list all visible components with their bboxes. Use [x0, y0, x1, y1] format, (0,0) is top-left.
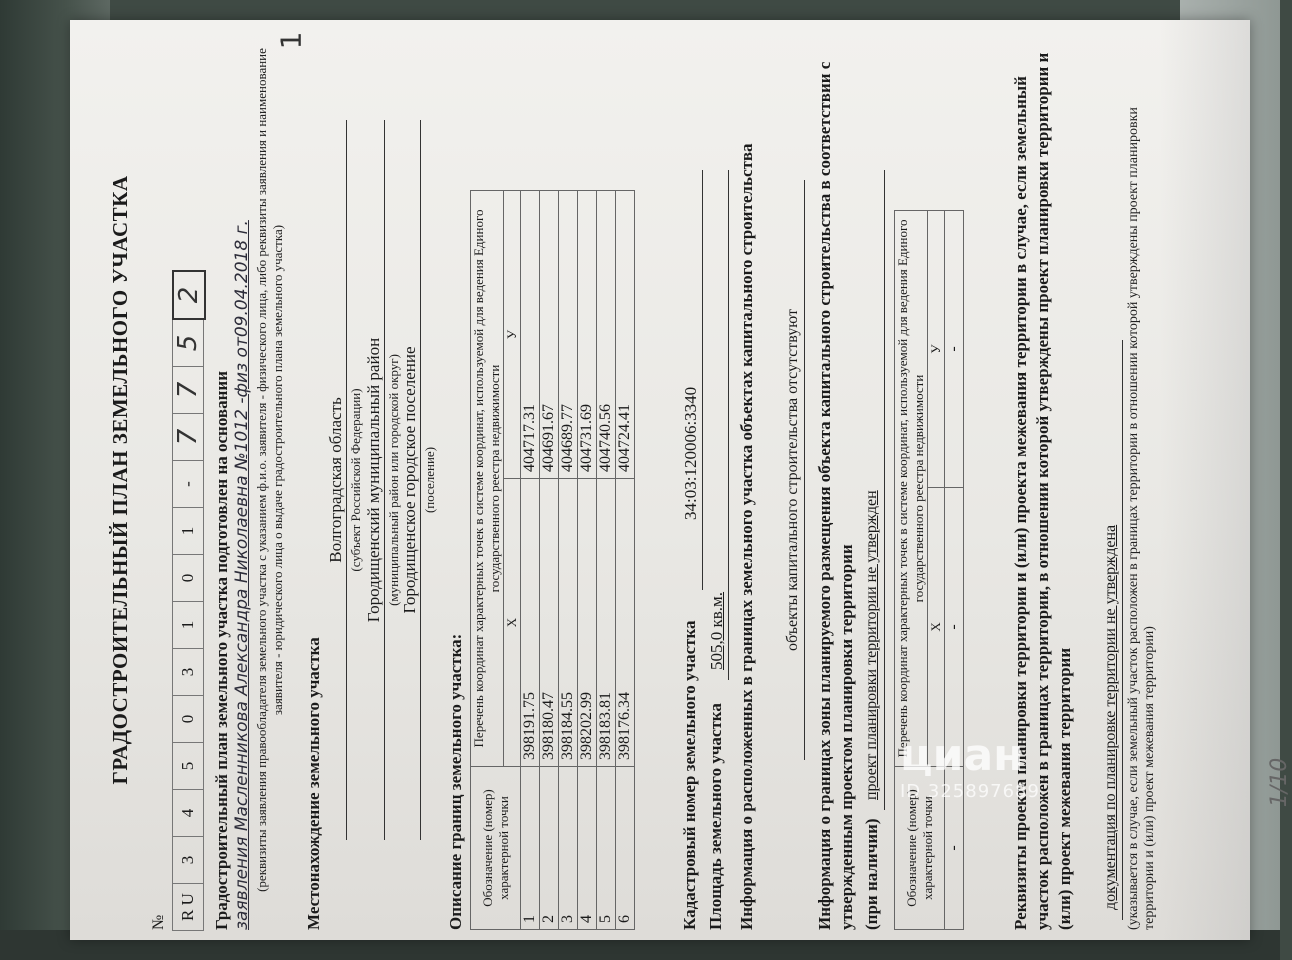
table-row [616, 191, 635, 930]
project-value: документация по планировке территории не утверждена [1102, 524, 1119, 910]
capital-objects-value: объекты капитального строительства отсутствуют [784, 308, 801, 652]
document-title: ГРАДОСТРОИТЕЛЬНЫЙ ПЛАН ЗЕМЕЛЬНОГО УЧАСТКА [108, 175, 132, 785]
project-line [1122, 340, 1123, 920]
code-cell: 4 [172, 789, 204, 837]
coord-y: 404689.77 [559, 191, 578, 479]
col-point-header: Обозначение (номер) характерной точки [895, 767, 945, 930]
region-value: Волгоградская область [326, 397, 345, 563]
col-x-header: X [928, 487, 945, 766]
code-cell: 3 [172, 648, 204, 696]
code-cell-handwritten: 7 [172, 366, 204, 414]
basis-line: Градостроительный план земельного участка подготовлен на основании [212, 371, 231, 930]
coord-x: 398184.55 [559, 479, 578, 767]
corner-handwriting: 1/10 [1267, 757, 1292, 808]
coord-y: 404717.31 [521, 191, 540, 479]
code-cell: 0 [172, 554, 204, 602]
code-cell: - [172, 460, 204, 508]
coord-x: 398183.81 [597, 479, 616, 767]
capital-objects-line [804, 180, 805, 760]
district-line [384, 120, 385, 840]
table-row [578, 191, 597, 930]
cadastral-value: 34:03:120006:3340 [681, 386, 700, 520]
watermark-brand: циан [900, 730, 1024, 781]
code-cell: 1 [172, 507, 204, 555]
plan-number-cells [172, 270, 206, 930]
area-line [728, 170, 729, 680]
col-coords-header: Перечень координат характерных точек в системе координат, используемой для ведения Единого государственного реестра недвижимости [895, 211, 928, 767]
code-cell-handwritten: 5 [172, 319, 204, 367]
area-value: 505,0 кв.м. [707, 591, 726, 670]
point-number: 2 [540, 767, 559, 930]
coord-y: 404691.67 [540, 191, 559, 479]
capital-objects-heading: Информация о расположенных в границах земельного участка объектах капитального строительства [737, 143, 756, 930]
coord-x: 398176.34 [616, 479, 635, 767]
point-number: 1 [521, 767, 540, 930]
watermark-id: ID 325897689 [900, 781, 1040, 802]
point-number: 4 [578, 767, 597, 930]
code-cell: 3 [172, 836, 204, 884]
zone-prefix: (при наличии) [862, 818, 881, 930]
watermark [900, 730, 1120, 840]
table-row [559, 191, 578, 930]
code-cell-handwritten: 7 [172, 413, 204, 461]
zone-heading: Информация о границах зоны планируемого размещения объекта капитального строительства в соответствии с утвержденным проектом планировки территории [815, 61, 856, 930]
region-line [346, 120, 347, 840]
basis-handwritten: заявления Масленникова Александра Николаевна №1012 -физ от09.04.2018 г. [232, 220, 252, 930]
coord-y: 404724.41 [616, 191, 635, 479]
col-coords-header: Перечень координат характерных точек в системе координат, используемой для ведения Единого государственного реестра недвижимости [471, 191, 504, 767]
coord-x: 398191.75 [521, 479, 540, 767]
settlement-value: Городищенское городское поселение [400, 346, 419, 614]
code-cell-handwritten: 2 [172, 270, 206, 320]
location-heading: Местонахождение земельного участка [304, 637, 323, 930]
table-row [521, 191, 540, 930]
project-heading: Реквизиты проекта планировки территории и (или) проекта межевания территории в случае, если земельный участок расположен в границах территории, в отношении которой утверждены проект планировки территории и (или) проект межевания территории [1011, 52, 1074, 930]
col-x-header: X [504, 479, 521, 767]
code-cell: 0 [172, 695, 204, 743]
zone-line [884, 170, 885, 810]
coord-x: 398202.99 [578, 479, 597, 767]
boundaries-heading: Описание границ земельного участка: [446, 633, 465, 930]
settlement-note: (поселение) [422, 446, 437, 514]
col-point-header: Обозначение (номер) характерной точки [471, 767, 521, 930]
table-row [597, 191, 616, 930]
code-cell: 1 [172, 601, 204, 649]
code-cell: R U [172, 883, 204, 931]
project-note: (указывается в случае, если земельный участок расположен в границах территории в отношении которой утверждены проект планировки территории и (или) проект межевания территории) [1126, 107, 1157, 930]
col-y-header: У [928, 211, 945, 488]
district-note: (муниципальный район или городской округ) [386, 354, 401, 606]
point-number: 5 [597, 767, 616, 930]
settlement-line [420, 120, 421, 840]
coord-y: 404731.69 [578, 191, 597, 479]
point-number: 3 [559, 767, 578, 930]
col-y-header: У [504, 191, 521, 479]
point-number: - [945, 767, 964, 930]
code-cell: 5 [172, 742, 204, 790]
margin-mark: 1 [274, 31, 308, 50]
basis-note: (реквизиты заявления правообладателя земельного участка с указанием ф.и.о. заявителя - физического лица, либо реквизиты заявления и наименование заявителя - юридического лица о выдаче градостроительного плана земельного участка) [254, 48, 285, 892]
zone-value: проект планировки территории не утвержден [863, 490, 880, 800]
area-label: Площадь земельного участка [706, 703, 725, 930]
coord-y: 404740.56 [597, 191, 616, 479]
coord-x: 398180.47 [540, 479, 559, 767]
point-number: 6 [616, 767, 635, 930]
number-label: № [150, 914, 167, 930]
table-row [540, 191, 559, 930]
cadastral-label: Кадастровый номер земельного участка [680, 620, 699, 930]
region-note: (субъект Российской Федерации) [348, 388, 363, 572]
coord-y: - [945, 211, 964, 488]
coord-x: - [945, 487, 964, 766]
district-value: Городищенский муниципальный район [364, 337, 383, 623]
boundaries-table [470, 190, 635, 930]
cadastral-line [702, 170, 703, 590]
